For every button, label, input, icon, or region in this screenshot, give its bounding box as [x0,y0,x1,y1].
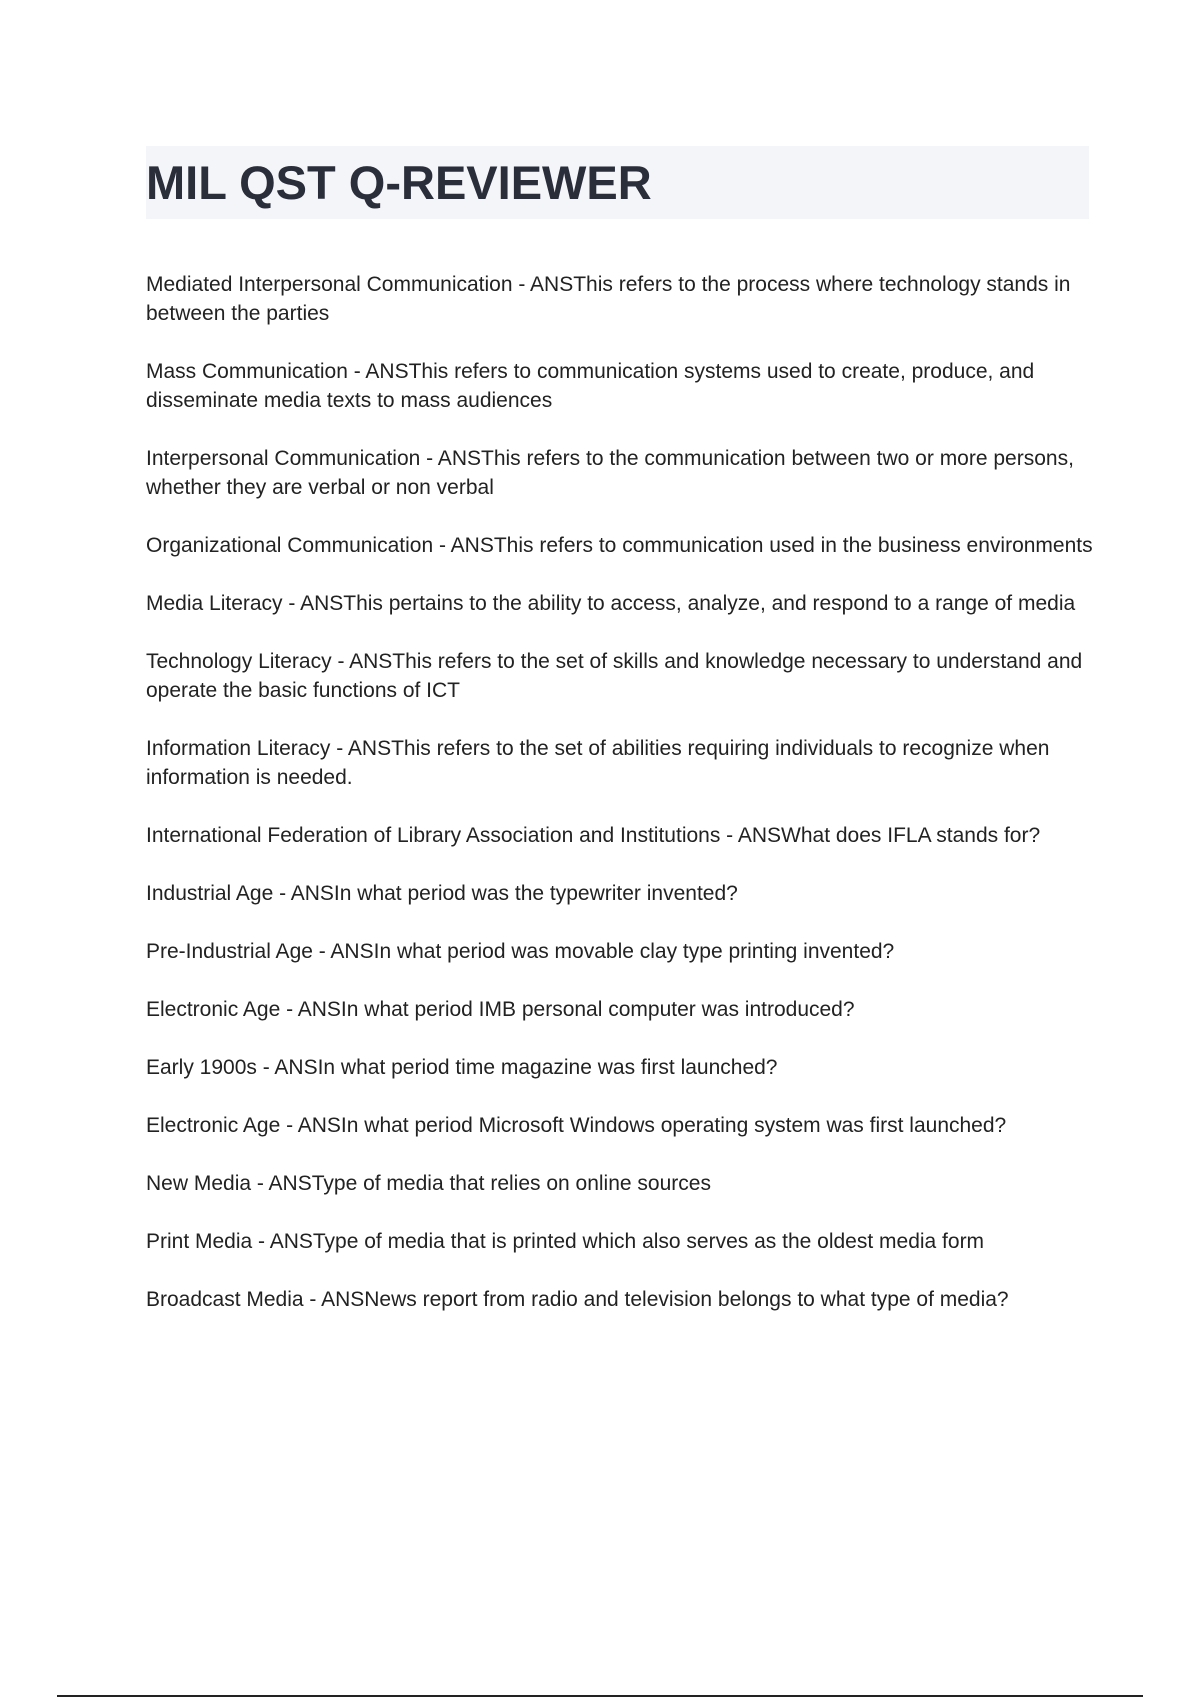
list-item: Media Literacy - ANSThis pertains to the ability to access, analyze, and respond to a range of media [146,592,1076,615]
page-title: MIL QST Q-REVIEWER [146,156,652,209]
list-item: Early 1900s - ANSIn what period time magazine was first launched? [146,1056,778,1079]
list-item: Print Media - ANSType of media that is printed which also serves as the oldest media form [146,1230,985,1253]
list-item: Information Literacy - ANSThis refers to the set of abilities requiring individuals to recognize when information is needed. [146,737,1050,789]
list-item: New Media - ANSType of media that relies on online sources [146,1172,711,1195]
list-item: Pre-Industrial Age - ANSIn what period was movable clay type printing invented? [146,940,895,963]
list-item: Technology Literacy - ANSThis refers to the set of skills and knowledge necessary to understand and operate the basic functions of ICT [146,650,1083,702]
list-item: Industrial Age - ANSIn what period was the typewriter invented? [146,882,738,905]
footer-divider [57,1695,1143,1697]
list-item: Organizational Communication - ANSThis refers to communication used in the business environments [146,534,1093,557]
list-item: International Federation of Library Association and Institutions - ANSWhat does IFLA stands for? [146,824,1041,847]
list-item: Electronic Age - ANSIn what period IMB personal computer was introduced? [146,998,855,1021]
entry-list [146,270,1096,1343]
list-item: Interpersonal Communication - ANSThis refers to the communication between two or more persons, whether they are verbal or non verbal [146,447,1074,499]
list-item: Mediated Interpersonal Communication - ANSThis refers to the process where technology stands in between the parties [146,273,1071,325]
list-item: Mass Communication - ANSThis refers to communication systems used to create, produce, and disseminate media texts to mass audiences [146,360,1035,412]
list-item: Broadcast Media - ANSNews report from radio and television belongs to what type of media? [146,1288,1009,1311]
list-item: Electronic Age - ANSIn what period Microsoft Windows operating system was first launched? [146,1114,1007,1137]
